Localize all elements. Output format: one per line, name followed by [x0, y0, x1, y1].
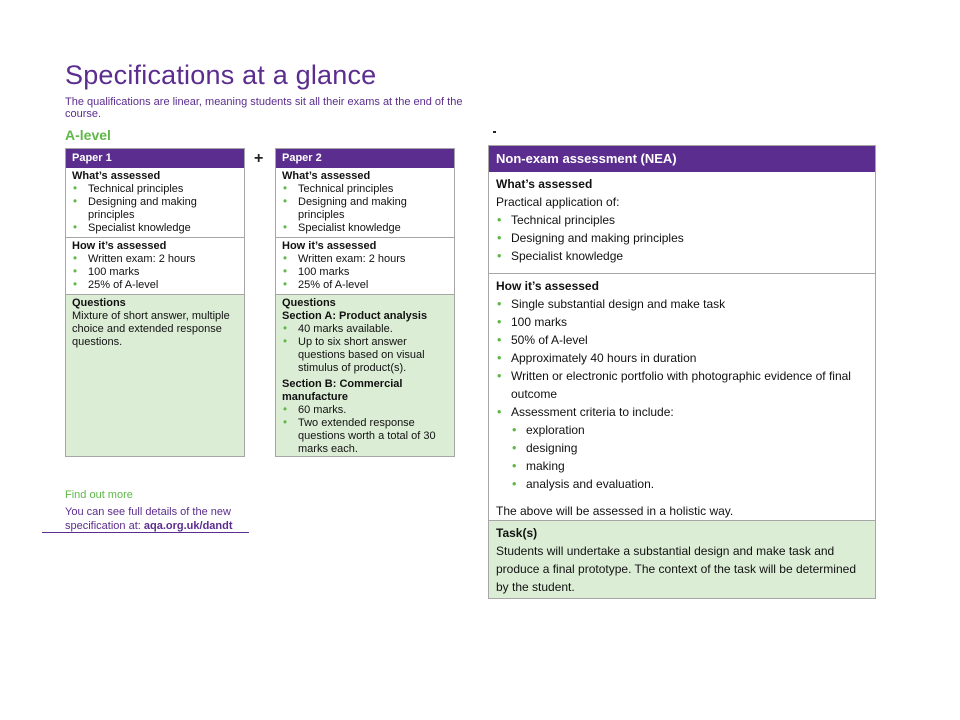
section-b-title: Section B: Commercial manufacture	[282, 378, 403, 403]
stray-mark	[493, 131, 496, 133]
bullet-list	[282, 323, 448, 375]
list-item: • 40 marks available.	[282, 323, 448, 336]
list-item: • 60 marks.	[282, 404, 448, 417]
divider	[42, 532, 249, 533]
list-item: • designing	[511, 439, 868, 457]
paper-2-title: Paper 2	[276, 149, 454, 168]
paper-1-how-assessed	[66, 237, 244, 294]
paper-2-whats-assessed	[276, 168, 454, 237]
bullet-list	[72, 253, 238, 292]
holistic-note: The above will be assessed in a holistic way.	[496, 504, 734, 518]
paper-2-questions	[276, 294, 454, 456]
paper-1-title: Paper 1	[66, 149, 244, 168]
section-a-title: Section A: Product analysis	[282, 310, 428, 322]
section-title: Questions	[72, 297, 126, 309]
paper-1-whats-assessed	[66, 168, 244, 237]
section-title: Task(s)	[496, 526, 538, 540]
list-item: • 25% of A-level	[72, 279, 238, 292]
list-item: • 100 marks	[282, 266, 448, 279]
list-item: • Assessment criteria to include:	[496, 403, 868, 421]
section-title: Questions	[282, 297, 336, 309]
list-item: • 25% of A-level	[282, 279, 448, 292]
list-item: • making	[511, 457, 868, 475]
bullet-list	[496, 295, 868, 421]
nea-whats-assessed	[489, 172, 875, 273]
list-item: • Written exam: 2 hours	[72, 253, 238, 266]
list-item: • Specialist knowledge	[496, 247, 868, 265]
bullet-list	[496, 211, 868, 265]
section-title: How it’s assessed	[496, 279, 599, 293]
paper-2-card	[275, 148, 455, 457]
list-item: • Single substantial design and make task	[496, 295, 868, 313]
paper-1-questions	[66, 294, 244, 456]
list-item: • Designing and making principles	[282, 196, 448, 222]
section-title: What’s assessed	[282, 170, 371, 182]
find-out-more-text	[65, 505, 265, 533]
list-item: • analysis and evaluation.	[511, 475, 868, 493]
task-text: Students will undertake a substantial design and make task and produce a final prototype. The context of the task will be determined by the student.	[496, 544, 856, 594]
criteria-list	[511, 421, 868, 493]
nea-tasks	[489, 520, 875, 598]
list-item: • Specialist knowledge	[72, 222, 238, 235]
list-item: • Designing and making principles	[72, 196, 238, 222]
nea-card	[488, 145, 876, 599]
nea-how-assessed	[489, 273, 875, 520]
list-item: • Written exam: 2 hours	[282, 253, 448, 266]
section-title: How it’s assessed	[72, 240, 167, 252]
bullet-list	[282, 183, 448, 235]
paper-1-card	[65, 148, 245, 457]
section-title: What’s assessed	[496, 177, 593, 191]
details-text: You can see full details of the new specification at:	[65, 506, 231, 532]
section-title: What’s assessed	[72, 170, 161, 182]
paper-2-how-assessed	[276, 237, 454, 294]
page-title: Specifications at a glance	[65, 60, 377, 90]
list-item: • exploration	[511, 421, 868, 439]
intro-text: The qualifications are linear, meaning students sit all their exams at the end of the course.	[65, 96, 463, 120]
list-item: • Technical principles	[282, 183, 448, 196]
bullet-list	[282, 253, 448, 292]
list-item: • 100 marks	[496, 313, 868, 331]
bullet-list	[72, 183, 238, 235]
list-item: • Technical principles	[72, 183, 238, 196]
list-item: • Designing and making principles	[496, 229, 868, 247]
list-item: • Technical principles	[496, 211, 868, 229]
list-item: • Two extended response questions worth a total of 30 marks each.	[282, 417, 448, 456]
nea-assessed-intro: Practical application of:	[496, 195, 620, 209]
bullet-list	[282, 404, 448, 456]
list-item: • 50% of A-level	[496, 331, 868, 349]
list-item: • Up to six short answer questions based on visual stimulus of product(s).	[282, 336, 448, 375]
list-item: • Approximately 40 hours in duration	[496, 349, 868, 367]
list-item: • Specialist knowledge	[282, 222, 448, 235]
spec-link[interactable]: aqa.org.uk/dandt	[143, 520, 233, 532]
level-heading: A-level	[65, 127, 111, 143]
list-item: • 100 marks	[72, 266, 238, 279]
nea-title: Non-exam assessment (NEA)	[489, 146, 875, 172]
find-out-more-heading: Find out more	[65, 489, 133, 501]
list-item: • Written or electronic portfolio with photographic evidence of final outcome	[496, 367, 868, 403]
questions-text: Mixture of short answer, multiple choice and extended response questions.	[72, 310, 230, 348]
section-title: How it’s assessed	[282, 240, 377, 252]
plus-icon: +	[254, 150, 264, 167]
